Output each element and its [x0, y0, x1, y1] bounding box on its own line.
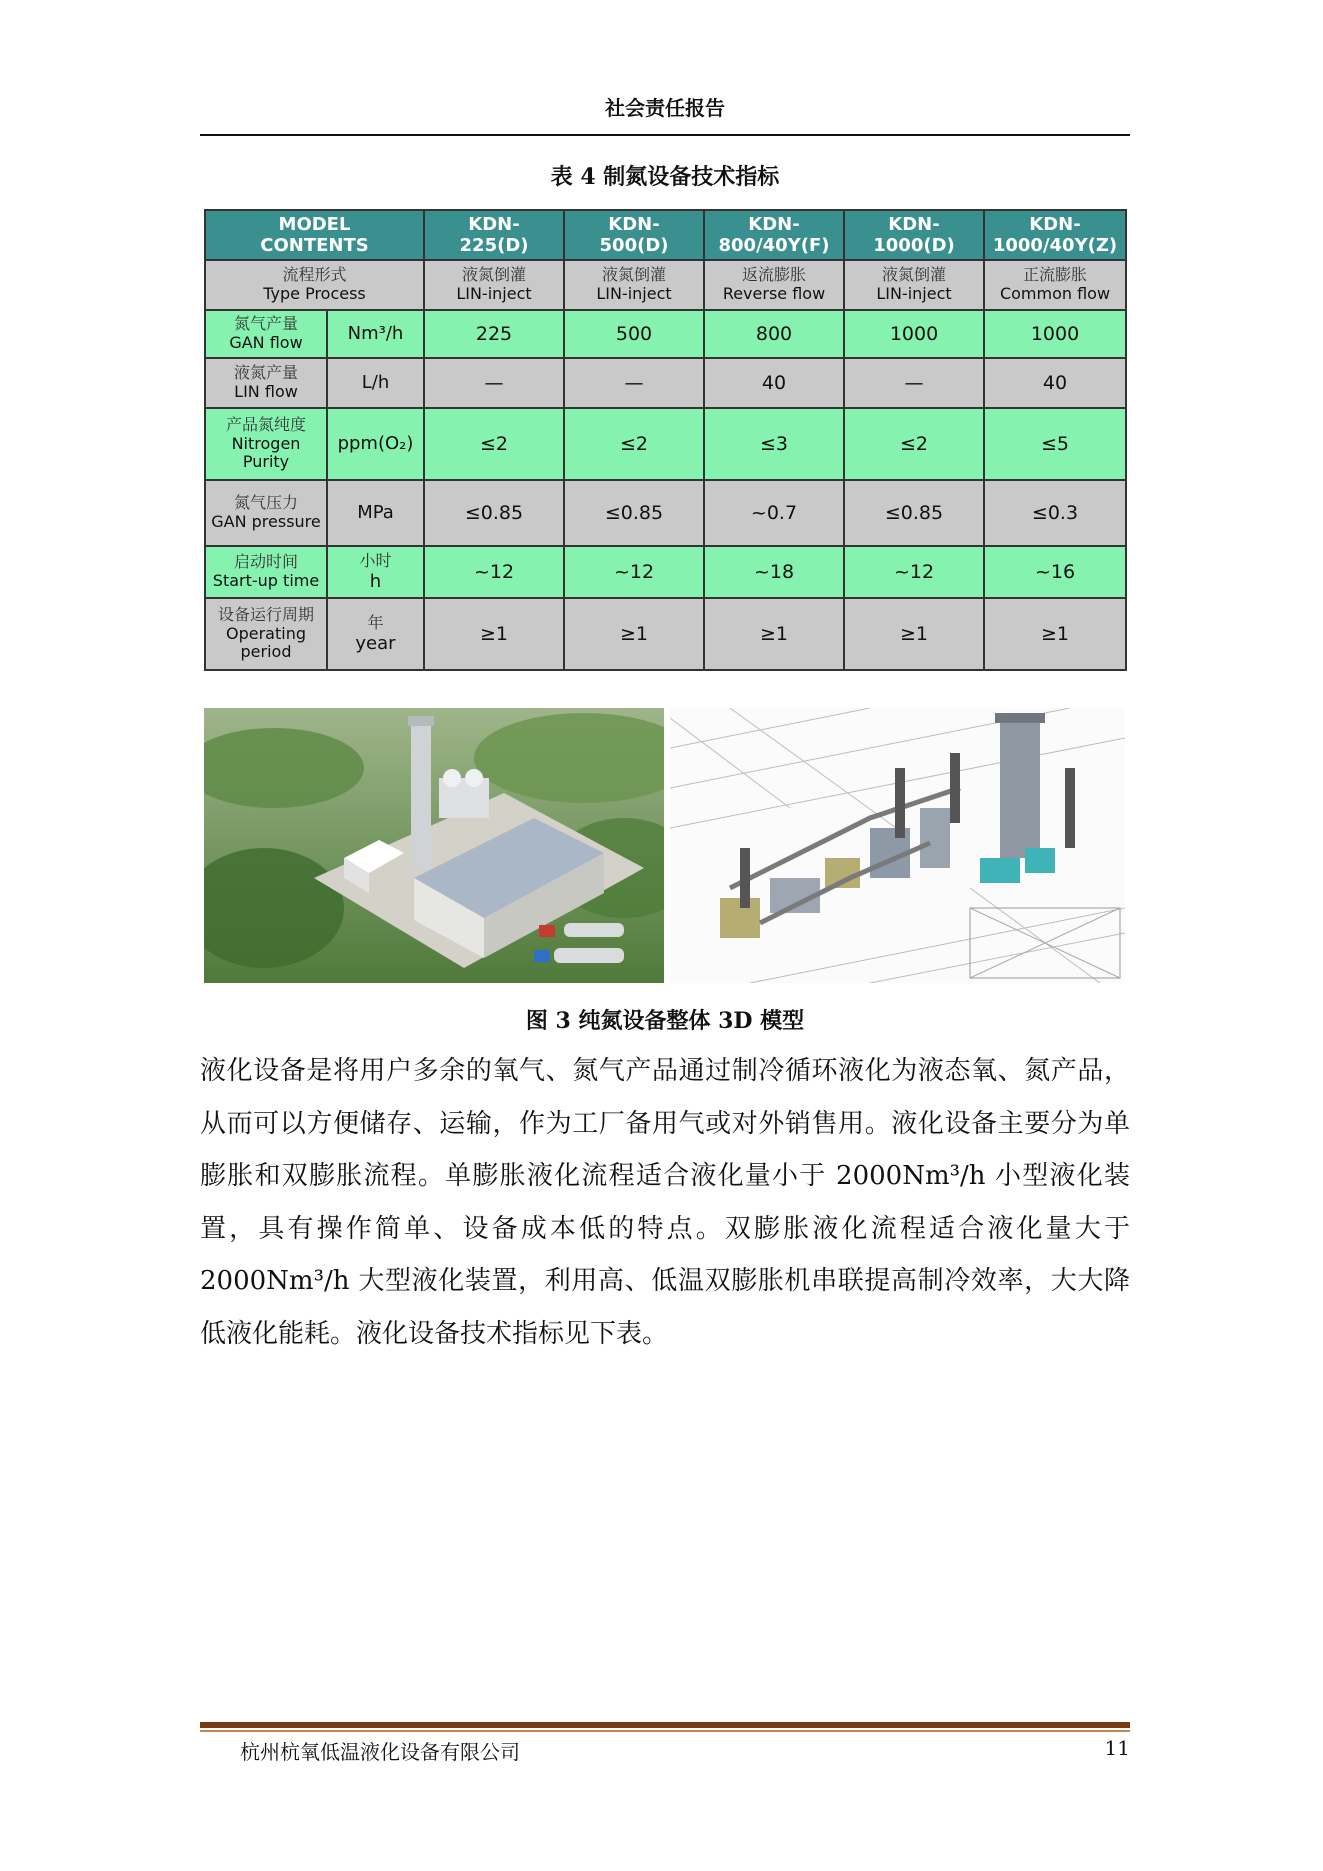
table-cell: ≥1: [704, 598, 844, 670]
table-cell: ≤0.3: [984, 480, 1126, 546]
table-cell: —: [424, 358, 564, 408]
model-prefix: KDN-: [888, 213, 940, 235]
model-header: [844, 210, 984, 260]
table-cell: ≥1: [844, 598, 984, 670]
table-cell: ≤2: [844, 408, 984, 480]
table-row-startup-time: [205, 546, 1126, 598]
model-code: 800/40Y(F): [718, 235, 830, 256]
row-unit: MPa: [327, 480, 424, 546]
unit-cn: 小时: [359, 550, 392, 570]
table-row-gan-pressure: [205, 480, 1126, 546]
row-unit: [327, 598, 424, 670]
table-cell: ≥1: [984, 598, 1126, 670]
table-cell: 1000: [844, 310, 984, 358]
table-row-nitrogen-purity: [205, 408, 1126, 480]
row-label-cn: 氮气产量: [233, 314, 298, 334]
footer-company-name: 杭州杭氧低温液化设备有限公司: [240, 1740, 520, 1764]
model-header: [704, 210, 844, 260]
row-label-cn: 流程形式: [282, 265, 347, 285]
table-cell: ≥1: [564, 598, 704, 670]
table-cell: ≤0.85: [564, 480, 704, 546]
table-cell: ~0.7: [704, 480, 844, 546]
header-label-model: MODEL: [278, 213, 351, 235]
cell-en: LIN-inject: [596, 284, 672, 303]
row-label-en: GAN pressure: [211, 512, 321, 531]
row-label-en: Operating: [226, 623, 306, 643]
model-code: 1000(D): [873, 235, 955, 256]
model-code: 500(D): [599, 235, 669, 256]
table-cell: [564, 260, 704, 310]
table-row-lin-flow: [205, 358, 1126, 408]
row-label-cn: 设备运行周期: [217, 604, 314, 624]
table-cell: ~12: [564, 546, 704, 598]
cell-cn: 液氮倒灌: [461, 265, 526, 285]
header-divider: [200, 134, 1130, 136]
footer-divider-thin: [200, 1730, 1130, 1732]
table-cell: [704, 260, 844, 310]
row-label-cn: 液氮产量: [233, 363, 298, 383]
table-cell: 40: [704, 358, 844, 408]
table-cell: 40: [984, 358, 1126, 408]
table-cell: ≥1: [424, 598, 564, 670]
table-row-type-process: [205, 260, 1126, 310]
unit-en: year: [355, 632, 396, 654]
cell-cn: 液氮倒灌: [601, 265, 666, 285]
unit-en: h: [369, 570, 382, 592]
row-label-cn: 启动时间: [233, 552, 298, 572]
cell-cn: 返流膨胀: [741, 265, 806, 285]
row-label-en: Start-up time: [212, 571, 320, 590]
page-number: 11: [1104, 1736, 1130, 1760]
model-code: 1000/40Y(Z): [992, 235, 1118, 256]
cell-cn: 正流膨胀: [1022, 265, 1087, 285]
table-cell: ~12: [424, 546, 564, 598]
table-row-gan-flow: [205, 310, 1126, 358]
cell-en: Common flow: [999, 284, 1111, 303]
figure-3d-model-images: [204, 708, 1125, 983]
page-header-title: 社会责任报告: [605, 96, 725, 120]
cell-en: LIN-inject: [876, 284, 952, 303]
row-unit: ppm(O₂): [327, 408, 424, 480]
row-label: [205, 480, 327, 546]
body-paragraph: 液化设备是将用户多余的氧气、氮气产品通过制冷循环液化为液态氧、氮产品，从而可以方便储存、运输，作为工厂备用气或对外销售用。液化设备主要分为单膨胀和双膨胀流程。单膨胀液化流程适合液化量小于 2000Nm³/h 小型液化装置，具有操作简单、设备成本低的特点。双膨胀液化流程适合液化量大于 2000Nm³/h 大型液化装置，利用高、低温双膨胀机串联提高制冷效率，大大降低液化能耗。液化设备技术指标见下表。: [200, 1056, 1130, 1349]
table-cell: 225: [424, 310, 564, 358]
table-cell: [984, 260, 1126, 310]
row-label: [205, 546, 327, 598]
table-cell: [844, 260, 984, 310]
row-label-en: Type Process: [263, 284, 366, 303]
unit-cn: 年: [367, 612, 384, 632]
footer-divider-thick: [200, 1722, 1130, 1728]
figure-caption: 图 3 纯氮设备整体 3D 模型: [525, 1008, 805, 1034]
model-header: [424, 210, 564, 260]
model-header: [984, 210, 1126, 260]
table-cell: —: [564, 358, 704, 408]
model-prefix: KDN-: [468, 213, 520, 235]
row-label: [205, 598, 327, 670]
row-unit: L/h: [327, 358, 424, 408]
row-label-cn: 产品氮纯度: [225, 414, 306, 434]
cell-cn: 液氮倒灌: [881, 265, 946, 285]
table-cell: ~18: [704, 546, 844, 598]
cell-en: LIN-inject: [456, 284, 532, 303]
table-caption: 表 4 制氮设备技术指标: [550, 164, 780, 190]
header-label-contents: CONTENTS: [260, 235, 369, 256]
row-label-en-line2: period: [240, 642, 292, 662]
table-cell: ~16: [984, 546, 1126, 598]
cell-en: Reverse flow: [722, 284, 826, 303]
table-cell: ≤0.85: [844, 480, 984, 546]
table-header-row: [205, 210, 1126, 260]
row-label: [205, 408, 327, 480]
table-cell: ~12: [844, 546, 984, 598]
model-contents-header: [205, 210, 424, 260]
model-prefix: KDN-: [608, 213, 660, 235]
row-unit: [327, 546, 424, 598]
row-label-en: GAN flow: [229, 333, 303, 352]
model-prefix: KDN-: [748, 213, 800, 235]
table-cell: —: [844, 358, 984, 408]
table-cell: ≤5: [984, 408, 1126, 480]
table-cell: 1000: [984, 310, 1126, 358]
plant-aerial-render-image: [204, 708, 664, 983]
table-cell: ≤2: [424, 408, 564, 480]
row-label: [205, 358, 327, 408]
table-row-operating-period: [205, 598, 1126, 670]
row-label-en: LIN flow: [234, 382, 298, 401]
model-header: [564, 210, 704, 260]
row-unit: Nm³/h: [327, 310, 424, 358]
nitrogen-equipment-spec-table: [204, 209, 1127, 671]
model-code: 225(D): [459, 235, 529, 256]
table-cell: ≤2: [564, 408, 704, 480]
table-cell: 500: [564, 310, 704, 358]
equipment-3d-layout-image: [670, 708, 1125, 983]
table-cell: ≤3: [704, 408, 844, 480]
table-cell: [424, 260, 564, 310]
row-label-en: Nitrogen Purity: [231, 433, 301, 472]
table-cell: ≤0.85: [424, 480, 564, 546]
model-prefix: KDN-: [1029, 213, 1081, 235]
row-label-cn: 氮气压力: [233, 493, 298, 513]
table-cell: 800: [704, 310, 844, 358]
row-label: [205, 260, 424, 310]
row-label: [205, 310, 327, 358]
